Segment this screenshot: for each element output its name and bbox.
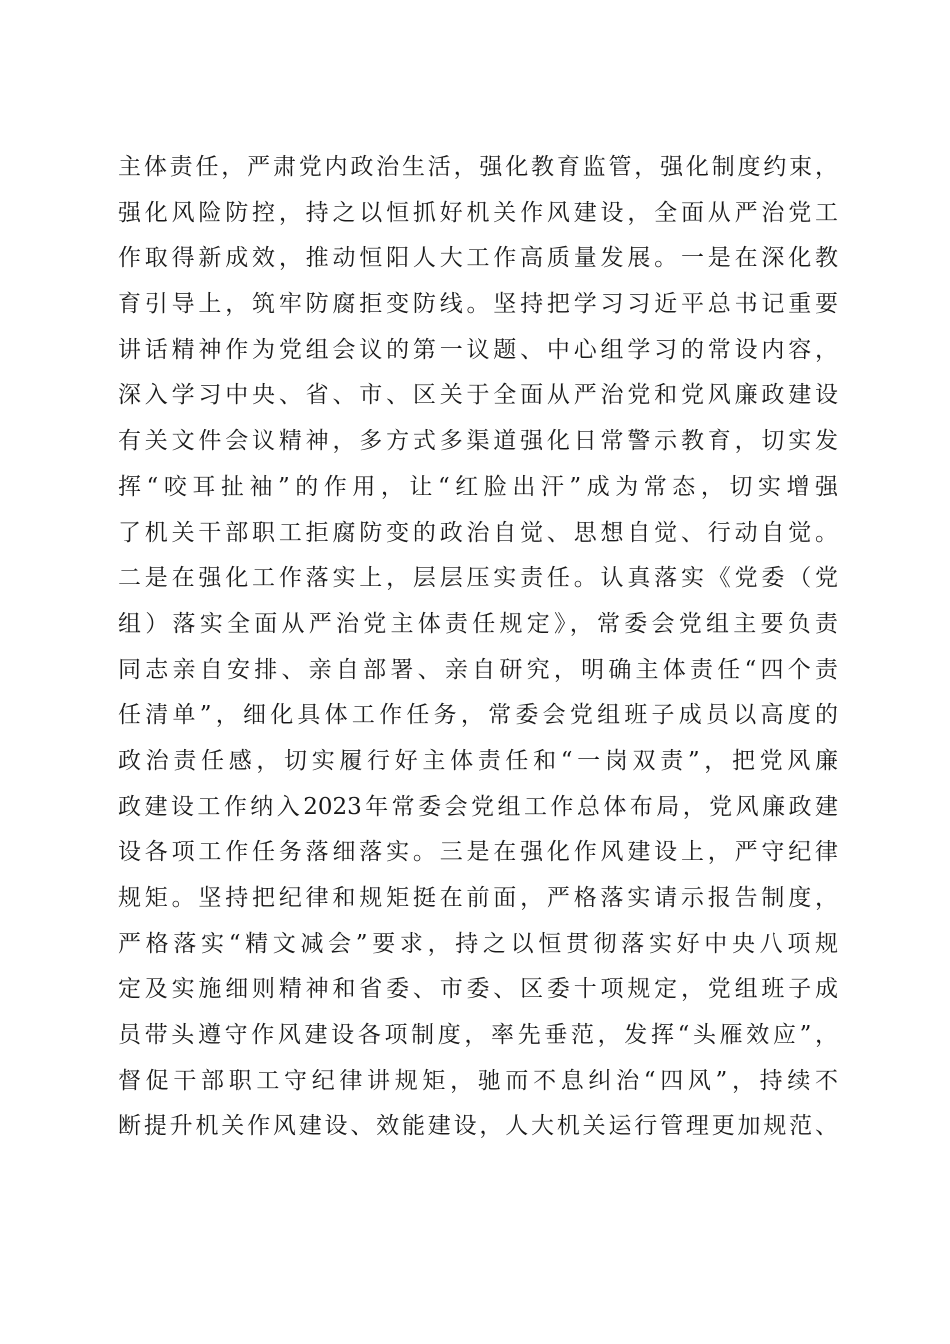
text-line: 严格落实“精文减会”要求，持之以恒贯彻落实好中央八项规: [118, 930, 838, 957]
text-line: 规矩。坚持把纪律和规矩挺在前面，严格落实请示报告制度，: [118, 885, 838, 911]
text-line: 任清单”，细化具体工作任务，常委会党组班子成员以高度的: [118, 702, 838, 729]
text-line: 讲话精神作为党组会议的第一议题、中心组学习的常设内容，: [118, 336, 838, 363]
text-line: 员带头遵守作风建设各项制度，率先垂范，发挥“头雁效应”，: [118, 1022, 838, 1049]
text-line: 政建设工作纳入2023年常委会党组工作总体布局，党风廉政建: [118, 793, 838, 820]
text-line: 主体责任，严肃党内政治生活，强化教育监管，强化制度约束，: [118, 154, 838, 180]
text-line: 设各项工作任务落细落实。三是在强化作风建设上，严守纪律: [118, 839, 838, 866]
text-line: 挥“咬耳扯袖”的作用，让“红脸出汗”成为常态，切实增强: [118, 473, 838, 500]
text-line: 同志亲自安排、亲自部署、亲自研究，明确主体责任“四个责: [118, 656, 838, 683]
text-line: 深入学习中央、省、市、区关于全面从严治党和党风廉政建设: [118, 382, 838, 409]
text-line: 断提升机关作风建设、效能建设，人大机关运行管理更加规范、: [118, 1113, 838, 1140]
text-line: 强化风险防控，持之以恒抓好机关作风建设，全面从严治党工: [118, 199, 838, 226]
body-text: [118, 145, 838, 1150]
text-line: 组）落实全面从严治党主体责任规定》，常委会党组主要负责: [118, 610, 838, 637]
text-line: 政治责任感，切实履行好主体责任和“一岗双责”，把党风廉: [118, 747, 838, 774]
text-line: 二是在强化工作落实上，层层压实责任。认真落实《党委（党: [118, 565, 838, 592]
text-line: 育引导上，筑牢防腐拒变防线。坚持把学习习近平总书记重要: [118, 291, 838, 318]
text-line: 作取得新成效，推动恒阳人大工作高质量发展。一是在深化教: [118, 245, 838, 272]
text-line: 督促干部职工守纪律讲规矩，驰而不息纠治“四风”，持续不: [118, 1067, 838, 1094]
text-line: 了机关干部职工拒腐防变的政治自觉、思想自觉、行动自觉。: [118, 519, 838, 546]
text-line: 定及实施细则精神和省委、市委、区委十项规定，党组班子成: [118, 976, 838, 1003]
text-line: 有关文件会议精神，多方式多渠道强化日常警示教育，切实发: [118, 428, 838, 455]
